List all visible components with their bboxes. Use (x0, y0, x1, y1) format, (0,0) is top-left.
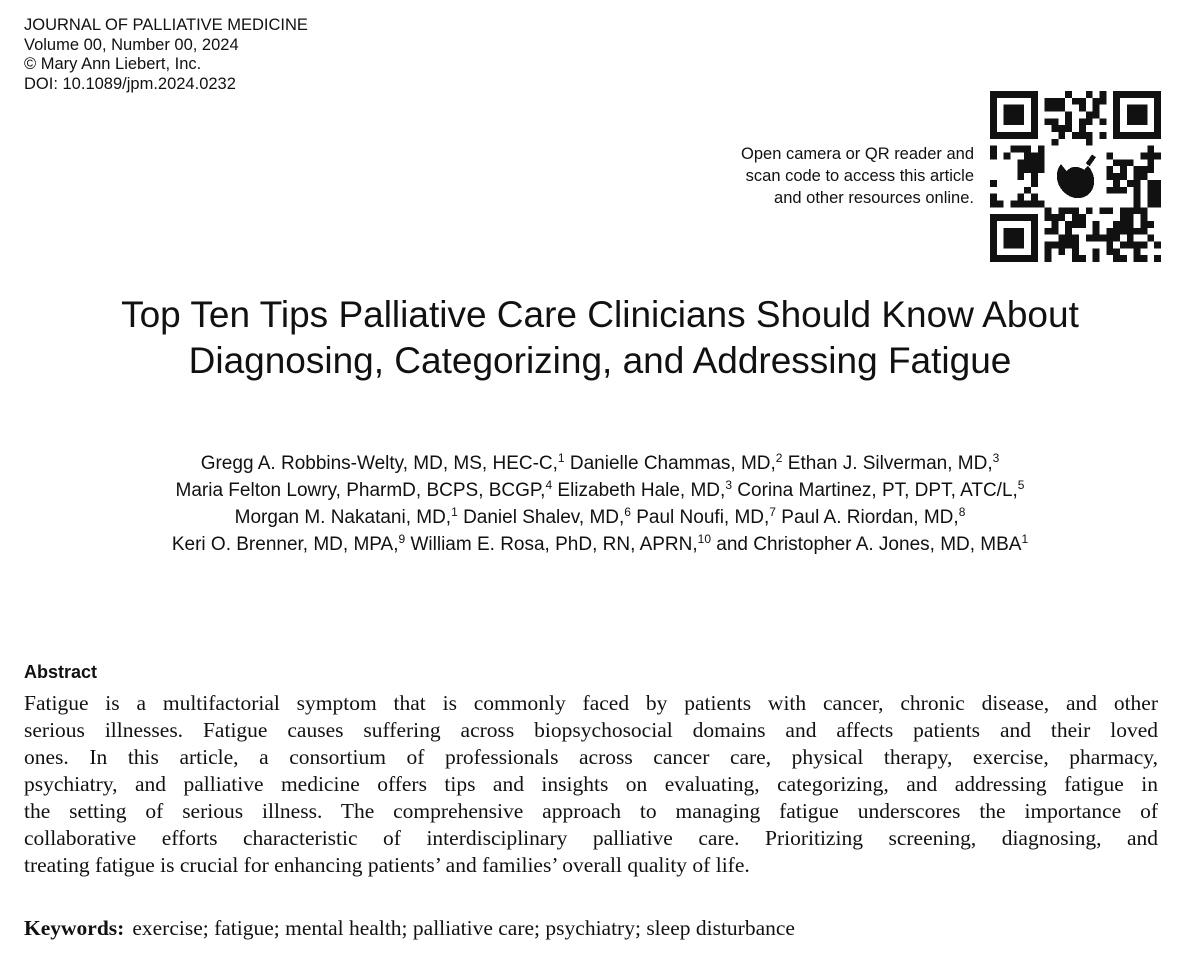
affiliation-marker: 7 (769, 505, 776, 519)
affiliation-marker: 5 (1017, 478, 1025, 492)
qr-module (1134, 187, 1141, 194)
qr-module (1093, 235, 1100, 242)
qr-module (1052, 221, 1059, 228)
affiliation-marker: 8 (958, 505, 966, 519)
author-name: Maria Felton Lowry, PharmD, BCPS, BCGP, (175, 480, 546, 501)
qr-module (1072, 255, 1079, 262)
qr-module (1093, 255, 1100, 262)
qr-module (1140, 153, 1147, 160)
qr-module (1120, 173, 1127, 180)
qr-module (1038, 200, 1045, 207)
qr-module (1045, 98, 1052, 105)
qr-module (1052, 105, 1059, 112)
qr-module (1004, 153, 1011, 160)
qr-module (1038, 166, 1045, 173)
qr-finder-top-left (990, 91, 1038, 139)
qr-module (1072, 235, 1079, 242)
title-line: Diagnosing, Categorizing, and Addressing Fatigue (188, 340, 1012, 381)
author-name: Paul A. Riordan, MD, (781, 507, 959, 528)
qr-module (1058, 132, 1065, 139)
qr-module (1147, 200, 1154, 207)
journal-name: JOURNAL OF PALLIATIVE MEDICINE (24, 16, 308, 34)
qr-module (1140, 241, 1147, 248)
qr-module (1058, 207, 1065, 214)
qr-module (1038, 159, 1045, 166)
affiliation-marker: 3 (992, 451, 1000, 465)
qr-module (1045, 228, 1052, 235)
qr-module (1134, 194, 1141, 201)
qr-module (1052, 241, 1059, 248)
qr-module (1127, 221, 1134, 228)
qr-module (1120, 241, 1127, 248)
abstract-line: Fatigue is a multifactorial symptom that is commonly faced by patients with cancer, chronic disease, and other (24, 691, 1158, 715)
qr-module (1045, 207, 1052, 214)
qr-module (1134, 173, 1141, 180)
qr-module (1086, 235, 1093, 242)
qr-module (1134, 207, 1141, 214)
qr-module (1127, 159, 1134, 166)
qr-module (1065, 235, 1072, 242)
qr-finder-top-right (1113, 91, 1161, 139)
qr-module (990, 194, 997, 201)
qr-module (1079, 105, 1086, 112)
title-line: Top Ten Tips Palliative Care Clinicians Should Know About (121, 294, 1079, 335)
qr-module (1120, 214, 1127, 221)
qr-module (1031, 166, 1038, 173)
qr-module (1154, 187, 1161, 194)
qr-caption-line: scan code to access this article (745, 167, 974, 185)
qr-module (1154, 194, 1161, 201)
qr-module (1099, 207, 1106, 214)
qr-module (1017, 200, 1024, 207)
qr-module (1113, 221, 1120, 228)
qr-module (990, 200, 997, 207)
qr-module (1140, 221, 1147, 228)
qr-caption-line: Open camera or QR reader and (741, 145, 974, 163)
qr-module (1045, 214, 1052, 221)
qr-finder-bottom-left (990, 214, 1038, 262)
abstract-line: serious illnesses. Fatigue causes suffering across biopsychosocial domains and affects patients and their loved (24, 718, 1158, 742)
qr-module (1106, 228, 1113, 235)
qr-module (1113, 255, 1120, 262)
author-name: Elizabeth Hale, MD, (557, 480, 726, 501)
article-title (0, 292, 1200, 384)
qr-module (1017, 173, 1024, 180)
qr-module (1093, 248, 1100, 255)
abstract-heading: Abstract (24, 662, 98, 682)
qr-module (1154, 255, 1161, 262)
author-name: Morgan M. Nakatani, MD, (234, 507, 452, 528)
qr-module (1120, 187, 1127, 194)
qr-module (1024, 146, 1031, 153)
author-line (0, 477, 1200, 504)
qr-module (1120, 207, 1127, 214)
qr-module (1140, 166, 1147, 173)
qr-module (1127, 214, 1134, 221)
qr-module (1154, 180, 1161, 187)
qr-module (1113, 159, 1120, 166)
qr-module (1031, 173, 1038, 180)
qr-module (1017, 159, 1024, 166)
qr-module (1147, 166, 1154, 173)
qr-module (1086, 91, 1093, 98)
affiliation-marker: 1 (1021, 532, 1029, 546)
qr-module (1099, 91, 1106, 98)
qr-module (1045, 255, 1052, 262)
qr-module (1093, 105, 1100, 112)
qr-module (1011, 200, 1018, 207)
qr-module (1147, 221, 1154, 228)
author-name: Daniel Shalev, MD, (463, 507, 625, 528)
qr-module (1099, 132, 1106, 139)
qr-module (1093, 221, 1100, 228)
qr-module (1140, 214, 1147, 221)
qr-module (1017, 166, 1024, 173)
qr-module (1106, 241, 1113, 248)
journal-header (24, 16, 308, 94)
affiliation-marker: 2 (775, 451, 783, 465)
qr-module (1052, 139, 1059, 146)
qr-module (1058, 241, 1065, 248)
qr-module (1086, 207, 1093, 214)
qr-module (1024, 200, 1031, 207)
qr-module (1127, 207, 1134, 214)
qr-module (1113, 235, 1120, 242)
qr-module (1093, 112, 1100, 119)
qr-module (1134, 166, 1141, 173)
qr-module (1072, 214, 1079, 221)
qr-module (1052, 118, 1059, 125)
qr-caption-line: and other resources online. (774, 189, 974, 207)
qr-module (1134, 228, 1141, 235)
qr-module (1031, 180, 1038, 187)
qr-module (1038, 153, 1045, 160)
qr-module (1045, 241, 1052, 248)
qr-code-icon[interactable] (990, 91, 1161, 262)
qr-module (1086, 139, 1093, 146)
author-name: Danielle Chammas, MD, (569, 453, 776, 474)
qr-center-logo-icon (1048, 149, 1103, 205)
doi: DOI: 10.1089/jpm.2024.0232 (24, 74, 236, 93)
author-list (0, 450, 1200, 558)
qr-module (990, 146, 997, 153)
qr-module (1147, 146, 1154, 153)
abstract-line: ones. In this article, a consortium of professionals across cancer care, physical therapy, exercise, pharmacy, (24, 745, 1158, 769)
qr-module (1134, 248, 1141, 255)
keywords-text: exercise; fatigue; mental health; palliative care; psychiatry; sleep disturbance (132, 916, 795, 940)
qr-module (1120, 255, 1127, 262)
qr-module (1086, 132, 1093, 139)
qr-module (1065, 125, 1072, 132)
qr-module (990, 180, 997, 187)
qr-module (1079, 118, 1086, 125)
qr-module (1058, 248, 1065, 255)
qr-module (1134, 241, 1141, 248)
qr-module (1086, 112, 1093, 119)
abstract-line: psychiatry, and palliative medicine offers tips and insights on evaluating, categorizing, and addressing fatigue in (24, 772, 1158, 796)
qr-module (1024, 187, 1031, 194)
qr-module (1045, 248, 1052, 255)
qr-module (1072, 241, 1079, 248)
qr-module (1079, 125, 1086, 132)
qr-module (1058, 125, 1065, 132)
qr-module (1017, 194, 1024, 201)
qr-module (1072, 221, 1079, 228)
author-line (0, 450, 1200, 477)
author-name: Corina Martinez, PT, DPT, ATC/L, (737, 480, 1018, 501)
qr-module (1065, 228, 1072, 235)
qr-module (1106, 187, 1113, 194)
affiliation-marker: 1 (557, 451, 565, 465)
qr-module (1154, 241, 1161, 248)
qr-module (1052, 214, 1059, 221)
qr-module (1024, 153, 1031, 160)
qr-module (1011, 146, 1018, 153)
abstract-line: treating fatigue is crucial for enhancing patients’ and families’ overall quality of life. (24, 853, 750, 877)
qr-module (1099, 235, 1106, 242)
qr-module (1140, 173, 1147, 180)
qr-module (1106, 166, 1113, 173)
qr-module (1127, 241, 1134, 248)
qr-module (1024, 166, 1031, 173)
qr-caption (741, 143, 974, 209)
qr-module (1079, 255, 1086, 262)
qr-module (1031, 200, 1038, 207)
qr-module (1147, 187, 1154, 194)
qr-module (1031, 159, 1038, 166)
qr-module (1147, 159, 1154, 166)
affiliation-marker: 6 (624, 505, 631, 519)
qr-module (1052, 228, 1059, 235)
qr-module (1127, 235, 1134, 242)
qr-module (1072, 132, 1079, 139)
qr-module (1099, 98, 1106, 105)
qr-module (1058, 105, 1065, 112)
affiliation-marker: 10 (697, 532, 711, 546)
qr-module (1140, 228, 1147, 235)
qr-module (1127, 228, 1134, 235)
qr-module (1154, 200, 1161, 207)
qr-module (1106, 153, 1113, 160)
qr-module (1086, 118, 1093, 125)
qr-module (1079, 221, 1086, 228)
qr-module (1099, 118, 1106, 125)
qr-module (1147, 235, 1154, 242)
affiliation-marker: 3 (725, 478, 732, 492)
qr-module (1106, 235, 1113, 242)
qr-module (1147, 180, 1154, 187)
qr-module (1065, 241, 1072, 248)
qr-module (1058, 235, 1065, 242)
qr-module (1113, 228, 1120, 235)
keywords (24, 915, 795, 942)
abstract-line: collaborative efforts characteristic of interdisciplinary palliative care. Prioritizing screening, diagnosing, and (24, 826, 1158, 850)
qr-module (1120, 228, 1127, 235)
qr-module (1038, 146, 1045, 153)
qr-module (1134, 200, 1141, 207)
qr-module (1031, 194, 1038, 201)
qr-module (1065, 118, 1072, 125)
qr-module (1147, 153, 1154, 160)
qr-module (1072, 207, 1079, 214)
qr-module (1106, 173, 1113, 180)
qr-module (1113, 180, 1120, 187)
qr-module (1017, 146, 1024, 153)
qr-module (1106, 207, 1113, 214)
abstract-body (24, 690, 1158, 879)
qr-module (1113, 248, 1120, 255)
affiliation-marker: 4 (545, 478, 553, 492)
qr-module (1093, 228, 1100, 235)
qr-module (1072, 98, 1079, 105)
author-name: and Christopher A. Jones, MD, MBA (716, 534, 1022, 555)
keywords-label: Keywords: (24, 916, 125, 940)
affiliation-marker: 9 (398, 532, 406, 546)
author-line (0, 504, 1200, 531)
qr-module (1045, 105, 1052, 112)
author-name: Ethan J. Silverman, MD, (787, 453, 993, 474)
publisher: © Mary Ann Liebert, Inc. (24, 55, 202, 73)
qr-module (1052, 125, 1059, 132)
qr-module (1065, 221, 1072, 228)
qr-module (1120, 221, 1127, 228)
qr-module (1031, 153, 1038, 160)
author-line (0, 531, 1200, 558)
qr-module (1065, 91, 1072, 98)
qr-module (1065, 112, 1072, 119)
qr-module (1024, 159, 1031, 166)
qr-module (1072, 248, 1079, 255)
qr-module (1147, 194, 1154, 201)
qr-module (990, 153, 997, 160)
qr-module (1058, 98, 1065, 105)
qr-module (1127, 180, 1134, 187)
author-name: Keri O. Brenner, MD, MPA, (171, 534, 399, 555)
qr-module (1113, 173, 1120, 180)
journal-volume: Volume 00, Number 00, 2024 (24, 35, 239, 54)
qr-module (1140, 207, 1147, 214)
qr-module (1120, 159, 1127, 166)
qr-module (1052, 98, 1059, 105)
author-name: Gregg A. Robbins-Welty, MD, MS, HEC-C, (200, 453, 558, 474)
qr-module (997, 200, 1004, 207)
author-name: William E. Rosa, PhD, RN, APRN, (410, 534, 698, 555)
qr-module (1079, 132, 1086, 139)
affiliation-marker: 1 (451, 505, 458, 519)
author-name: Paul Noufi, MD, (636, 507, 770, 528)
qr-module (1079, 214, 1086, 221)
qr-module (1058, 214, 1065, 221)
qr-module (1045, 118, 1052, 125)
qr-module (1134, 180, 1141, 187)
qr-module (1106, 248, 1113, 255)
qr-module (1134, 255, 1141, 262)
qr-module (1093, 98, 1100, 105)
qr-module (1065, 207, 1072, 214)
qr-module (1140, 255, 1147, 262)
qr-module (1154, 153, 1161, 160)
qr-module (1079, 98, 1086, 105)
abstract-line: the setting of serious illness. The comprehensive approach to managing fatigue underscores the importance of (24, 799, 1158, 823)
qr-module (1113, 187, 1120, 194)
qr-module (1120, 166, 1127, 173)
